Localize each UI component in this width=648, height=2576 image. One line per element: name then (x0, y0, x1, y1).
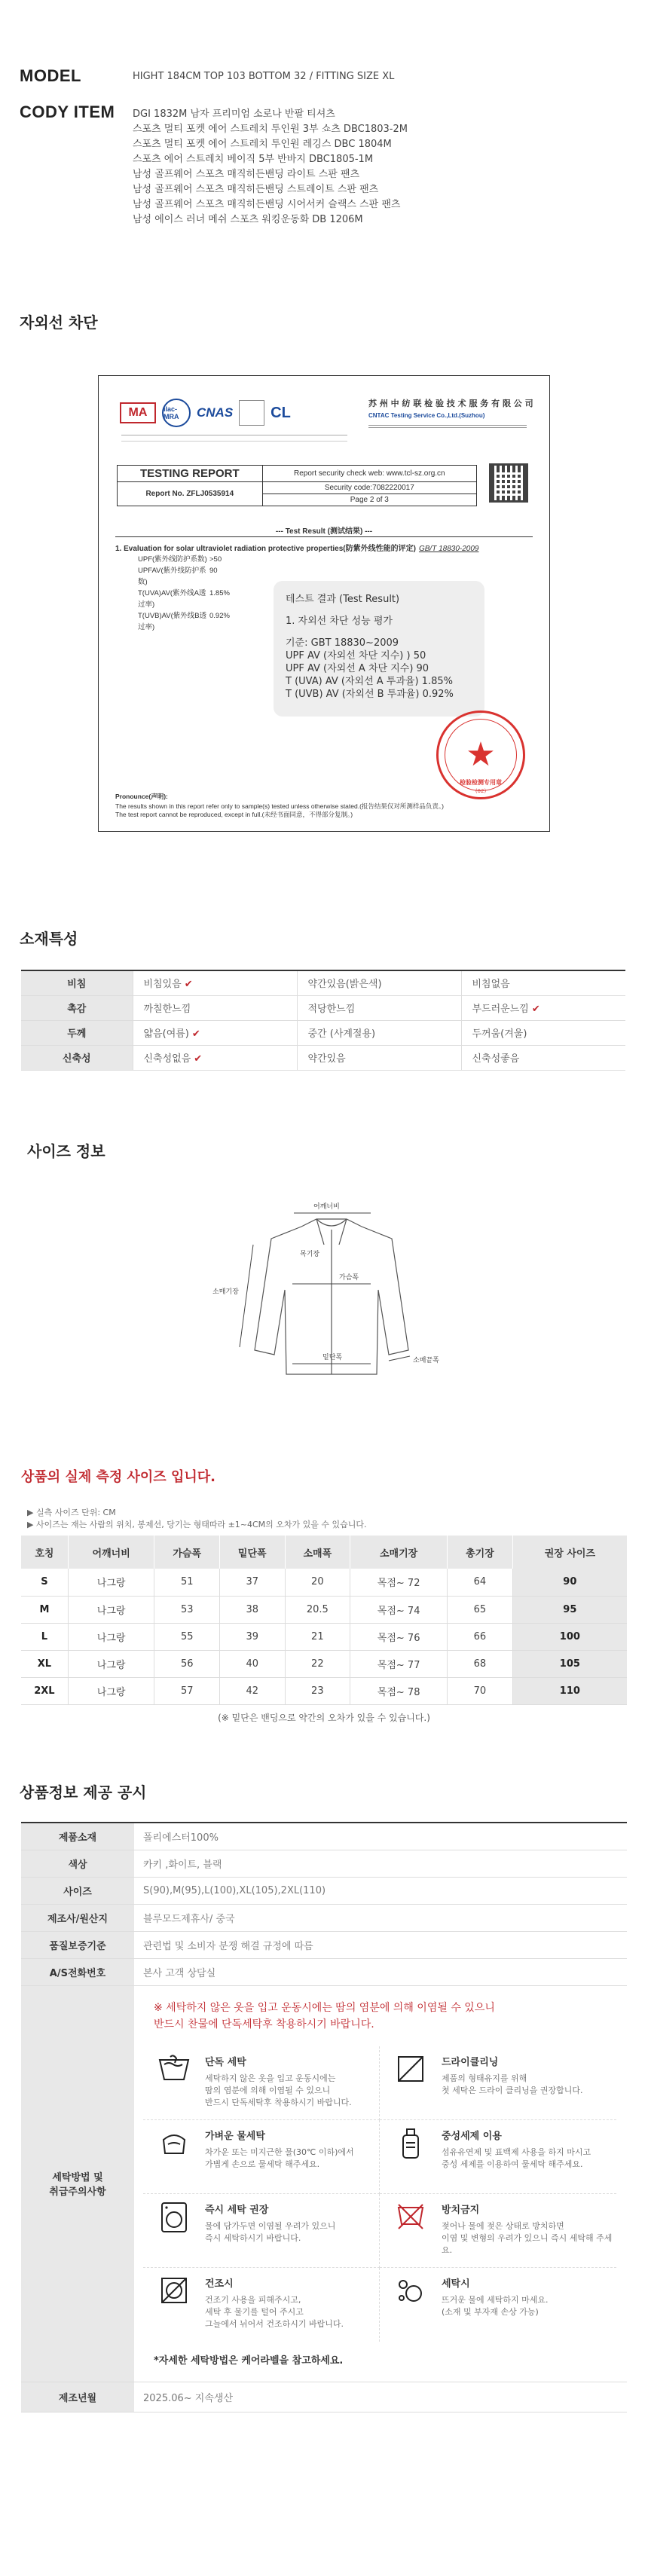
hand-wash-icon (152, 2054, 196, 2098)
size-cell: 22 (285, 1650, 350, 1677)
care-item-line: 세탁하지 않은 옷을 입고 운동시에는 (205, 2073, 336, 2083)
material-option-label: 비침없음 (472, 979, 510, 991)
cl-logo: CL (271, 404, 291, 421)
size-cell: 39 (220, 1623, 286, 1650)
size-cell: 68 (448, 1650, 513, 1677)
eval-values (138, 554, 230, 633)
care-warning-line: ※ 세탁하지 않은 옷을 입고 운동시에는 땀의 염분에 의해 이염될 수 있으니 (154, 2001, 495, 2014)
care-warning-line: 반드시 찬물에 단독세탁후 착용하시기 바랍니다. (154, 2018, 374, 2031)
lab-name (368, 397, 534, 428)
summary-line: T (UVA) AV (자외선 A 투과율) 1.85% (286, 676, 453, 687)
info-key: 품질보증기준 (21, 1931, 134, 1958)
cody-item: 남성 골프웨어 스포츠 매직히든밴딩 시어서커 슬랙스 스판 팬츠 (133, 199, 401, 210)
material-row (21, 1020, 625, 1045)
report-header-table (117, 465, 477, 506)
material-option-label: 적당한느낌 (307, 1004, 356, 1015)
size-cell: M (21, 1596, 68, 1623)
product-info-table (21, 1822, 627, 2413)
eval-value: >50 (209, 555, 222, 564)
care-item-line: (소재 및 부자재 손상 가능) (442, 2306, 539, 2317)
care-item-line: 반드시 단독세탁후 착용하시기 바랍니다. (205, 2097, 352, 2107)
seal-star-icon: ★ (466, 735, 496, 774)
cody-item: 남성 골프웨어 스포츠 매직히든밴딩 스트레이트 스판 팬츠 (133, 184, 379, 195)
size-cell: 70 (448, 1677, 513, 1704)
care-item (380, 2268, 616, 2342)
care-item-line: 즉시 세탁하시기 바랍니다. (205, 2232, 301, 2243)
korean-summary-box (274, 581, 484, 717)
unit-line: ▶ 실측 사이즈 단위: CM (27, 1508, 116, 1517)
security-web: Report security check web: www.tcl-sz.org.cn (262, 466, 476, 482)
care-item (143, 2268, 380, 2342)
cnas-logo: CNAS (197, 405, 234, 420)
made-key: 제조년월 (21, 2382, 134, 2412)
size-cell: 목점~ 78 (350, 1677, 448, 1704)
info-value: 블루모드제휴사/ 중국 (134, 1904, 627, 1931)
model-label: MODEL (20, 66, 81, 85)
care-item-title: 가벼운 물세탁 (205, 2130, 265, 2142)
care-item-line: 제품의 형태유지를 위해 (442, 2073, 527, 2083)
size-cell: 목점~ 72 (350, 1569, 448, 1596)
no-wring-icon (389, 2202, 433, 2245)
cody-item: 남성 골프웨어 스포츠 매직히든밴딩 라이트 스판 팬츠 (133, 169, 360, 180)
size-cell: 95 (512, 1596, 627, 1623)
care-item (143, 2120, 380, 2194)
size-cell: 57 (154, 1677, 220, 1704)
material-option (297, 970, 461, 995)
test-report (98, 375, 550, 832)
pronounce-title: Pronounce(声明): (115, 793, 168, 800)
size-cell: 2XL (21, 1677, 68, 1704)
care-item-desc (442, 2220, 616, 2257)
report-title: TESTING REPORT (118, 466, 263, 482)
care-row (21, 1985, 627, 2382)
wash-now-icon (152, 2202, 196, 2245)
measurement-notice: 상품의 실제 측정 사이즈 입니다. (21, 1469, 215, 1485)
size-cell: 목점~ 77 (350, 1650, 448, 1677)
material-option (461, 1020, 625, 1045)
size-cell: 64 (448, 1569, 513, 1596)
official-seal (436, 710, 525, 799)
info-row (21, 1850, 627, 1877)
care-item-line: 섬유유연제 및 표백제 사용을 하지 마시고 (442, 2147, 591, 2157)
material-key: 신축성 (21, 1045, 133, 1070)
care-grid (143, 2046, 616, 2342)
size-row (21, 1623, 627, 1650)
size-header: 호칭 (21, 1536, 68, 1569)
eval-value: 90 (209, 567, 218, 575)
size-cell: 목점~ 74 (350, 1596, 448, 1623)
seal-text: 检验检测专用章 (460, 779, 502, 786)
check-icon: ✔ (184, 979, 193, 991)
material-key: 두께 (21, 1020, 133, 1045)
size-cell: 53 (154, 1596, 220, 1623)
material-option-label: 얇음(여름) (143, 1028, 189, 1040)
unit-note (27, 1507, 367, 1531)
size-cell: 21 (285, 1623, 350, 1650)
pronounce (115, 792, 444, 819)
size-header: 가슴폭 (154, 1536, 220, 1569)
model-value: HIGHT 184CM TOP 103 BOTTOM 32 / FITTING SIZE XL (133, 71, 395, 82)
report-page: Page 2 of 3 (262, 494, 476, 506)
care-item-title: 세탁시 (442, 2278, 470, 2290)
material-section-title: 소재특성 (20, 930, 78, 948)
care-item-line: 젖어나 물에 젖은 상태로 방치하면 (442, 2220, 564, 2231)
care-footnote: *자세한 세탁방법은 케어라벨을 참고하세요. (154, 2354, 344, 2367)
check-icon: ✔ (531, 1004, 540, 1015)
report-number: Report No. ZFLJ0535914 (118, 482, 263, 506)
care-item-desc (205, 2294, 344, 2330)
material-option (461, 970, 625, 995)
mild-detergent-icon (152, 2128, 196, 2171)
care-item-line: 가볍게 손으로 물세탁 해주세요. (205, 2159, 320, 2169)
no-dryclean-icon (389, 2054, 433, 2098)
care-item-desc (205, 2220, 335, 2244)
summary-line: UPF AV (자외선 차단 지수) ) 50 (286, 650, 426, 662)
care-item-line: 그늘에서 뉘어서 건조하시기 바랍니다. (205, 2318, 344, 2329)
size-header: 권장 사이즈 (512, 1536, 627, 1569)
care-item-line: 건조기 사용을 피해주시고, (205, 2294, 301, 2305)
check-icon: ✔ (191, 1028, 200, 1040)
material-key: 촉감 (21, 995, 133, 1020)
model-block (20, 66, 622, 228)
info-key: 제품소재 (21, 1823, 134, 1850)
info-value: 폴리에스터100% (134, 1823, 627, 1850)
dryer-icon (152, 2275, 196, 2319)
diagram-chest: 가슴폭 (339, 1274, 359, 1282)
care-item-desc (442, 2073, 583, 2097)
info-row (21, 1877, 627, 1904)
material-option (297, 995, 461, 1020)
care-item-line: 차가운 또는 미지근한 물(30℃ 이하)에서 (205, 2147, 354, 2157)
material-option (297, 1045, 461, 1070)
size-cell: 나그랑 (68, 1623, 154, 1650)
check-icon: ✔ (194, 1053, 203, 1065)
security-code: Security code:7082220017 (262, 482, 476, 494)
cert-badge-icon (239, 400, 264, 426)
care-warning (143, 2000, 616, 2033)
info-value: 관련법 및 소비자 분쟁 해결 규정에 따름 (134, 1931, 627, 1958)
care-item-line: 물에 담가두면 이염될 우려가 있으니 (205, 2220, 336, 2231)
size-cell: 66 (448, 1623, 513, 1650)
eval-key: T(UVB)AV(紫外线B透过率) (138, 612, 207, 631)
cody-item: 스포츠 멀티 포켓 에어 스트레치 투인원 레깅스 DBC 1804M (133, 139, 392, 150)
material-option (133, 970, 297, 995)
bubble-icon (389, 2275, 433, 2319)
size-cell: XL (21, 1650, 68, 1677)
size-header: 소매폭 (285, 1536, 350, 1569)
care-item-title: 단독 세탁 (205, 2056, 246, 2068)
cody-label: CODY ITEM (20, 102, 115, 121)
unit-line: ▶ 사이즈는 재는 사람의 위치, 봉제선, 당기는 형태따라 ±1~4CM의 오차가 있을 수 있습니다. (27, 1520, 367, 1529)
material-option (461, 995, 625, 1020)
material-option (133, 1020, 297, 1045)
size-header: 어깨너비 (68, 1536, 154, 1569)
material-option-label: 약간있음 (307, 1053, 346, 1065)
info-row (21, 1958, 627, 1985)
eval-value: 1.85% (209, 589, 230, 597)
size-cell: 65 (448, 1596, 513, 1623)
eval-standard: GB/T 18830-2009 (418, 545, 479, 553)
test-result-title: --- Test Result (测试结果) --- (275, 527, 373, 536)
care-item (380, 2046, 616, 2120)
care-item (143, 2194, 380, 2268)
material-option-label: 부드러운느낌 (472, 1004, 529, 1015)
summary-line: 1. 자외선 차단 성능 평가 (286, 616, 393, 627)
size-cell: 23 (285, 1677, 350, 1704)
summary-line: T (UVB) AV (자외선 B 투과율) 0.92% (286, 689, 454, 700)
eval-title (115, 542, 478, 553)
size-footnote: (※ 밑단은 밴딩으로 약간의 오차가 있을 수 있습니다.) (218, 1713, 430, 1723)
info-key: 제조사/원산지 (21, 1904, 134, 1931)
care-item-line: 중성 세제를 이용하여 물세탁 해주세요. (442, 2159, 583, 2169)
size-cell: 40 (220, 1650, 286, 1677)
ma-logo: MA (120, 402, 156, 423)
size-cell: 37 (220, 1569, 286, 1596)
info-row (21, 1904, 627, 1931)
info-value: S(90),M(95),L(100),XL(105),2XL(110) (134, 1877, 627, 1904)
size-header: 소매기장 (350, 1536, 448, 1569)
care-item-desc (442, 2294, 549, 2318)
size-cell: 목점~ 76 (350, 1623, 448, 1650)
lab-name-en: CNTAC Testing Service Co.,Ltd.(Suzhou) (368, 412, 485, 419)
care-item-desc (205, 2147, 354, 2171)
size-section-title: 사이즈 정보 (27, 1142, 105, 1160)
size-header: 총기장 (448, 1536, 513, 1569)
size-cell: 20 (285, 1569, 350, 1596)
cert-logos (120, 399, 291, 427)
care-key: 세탁방법 및 취급주의사항 (21, 1985, 134, 2382)
info-row (21, 1931, 627, 1958)
care-item-title: 즉시 세탁 권장 (205, 2204, 269, 2216)
care-item-desc (205, 2073, 352, 2109)
size-header: 밑단폭 (220, 1536, 286, 1569)
care-item-line: 땀의 염분에 의해 이염될 수 있으니 (205, 2085, 331, 2095)
size-cell: 나그랑 (68, 1569, 154, 1596)
size-cell: 56 (154, 1650, 220, 1677)
care-item-title: 방치금지 (442, 2204, 480, 2216)
info-row (21, 1823, 627, 1850)
lab-name-cn: 苏 州 中 纺 联 检 验 技 术 服 务 有 限 公 司 (368, 399, 533, 408)
material-row (21, 1045, 625, 1070)
material-option-label: 약간있음(밝은색) (307, 979, 382, 991)
size-row (21, 1650, 627, 1677)
cody-item: 남성 에이스 러너 메쉬 스포츠 워킹운동화 DB 1206M (133, 214, 363, 225)
info-row (21, 2382, 627, 2412)
cody-item: 스포츠 멀티 포켓 에어 스트레치 투인원 3부 쇼츠 DBC1803-2M (133, 124, 408, 135)
eval-key: UPFAV(紫外线防护系数) (138, 567, 206, 586)
info-value: 카키 ,화이트, 블랙 (134, 1850, 627, 1877)
summary-line: 테스트 결과 (Test Result) (286, 594, 400, 605)
material-table (21, 970, 625, 1071)
care-item-title: 중성세제 이용 (442, 2130, 502, 2142)
size-cell: L (21, 1623, 68, 1650)
summary-line: UPF AV (자외선 A 차단 지수) 90 (286, 663, 429, 674)
care-item-title: 드라이클리닝 (442, 2056, 499, 2068)
size-cell: 100 (512, 1623, 627, 1650)
material-option-label: 중간 (사계절용) (307, 1028, 376, 1040)
diagram-neck: 목기장 (300, 1251, 320, 1258)
qr-code-icon (489, 463, 528, 503)
care-item-line: 뜨거운 물에 세탁하지 마세요. (442, 2294, 549, 2305)
info-key: A/S전화번호 (21, 1958, 134, 1985)
pronounce-line: The results shown in this report refer only to sample(s) tested unless otherwise stated.(报告结果仅对所测样品负责。) (115, 802, 445, 810)
material-key: 비침 (21, 970, 133, 995)
size-row (21, 1596, 627, 1623)
care-item-line: 이염 및 변형의 우려가 있으니 즉시 세탁해 주세요. (442, 2232, 613, 2255)
material-option-label: 두꺼움(겨울) (472, 1028, 527, 1040)
care-item (143, 2046, 380, 2120)
size-cell: 38 (220, 1596, 286, 1623)
size-cell: 42 (220, 1677, 286, 1704)
material-option (133, 995, 297, 1020)
care-item-title: 건조시 (205, 2278, 234, 2290)
material-option (133, 1045, 297, 1070)
size-cell: S (21, 1569, 68, 1596)
eval-title-text: 1. Evaluation for solar ultraviolet radiation protective properties(防紫外线性能的评定) (115, 545, 416, 553)
eval-value: 0.92% (209, 612, 230, 620)
size-cell: 나그랑 (68, 1596, 154, 1623)
garment-diagram (211, 1199, 452, 1418)
uv-section-title: 자외선 차단 (20, 313, 98, 332)
size-cell: 나그랑 (68, 1650, 154, 1677)
size-cell: 20.5 (285, 1596, 350, 1623)
info-value: 본사 고객 상담실 (134, 1958, 627, 1985)
care-item-desc (442, 2147, 591, 2171)
cody-items (133, 102, 408, 228)
material-option-label: 까칠한느낌 (143, 1004, 191, 1015)
size-table (21, 1536, 627, 1705)
care-item (380, 2194, 616, 2268)
seal-number: (02) (475, 788, 487, 794)
eval-key: T(UVA)AV(紫外线A透过率) (138, 589, 206, 609)
cody-item: 스포츠 에어 스트레치 베이직 5부 반바지 DBC1805-1M (133, 154, 374, 165)
cody-item: DGI 1832M 남자 프리미엄 소로나 반팔 티셔츠 (133, 108, 335, 120)
size-cell: 90 (512, 1569, 627, 1596)
diagram-total: 소매기장 (212, 1288, 239, 1296)
size-cell: 105 (512, 1650, 627, 1677)
pronounce-line: The test report cannot be reproduced, except in full.(未经书面同意，不得部分复制。) (115, 811, 353, 818)
care-content (134, 1985, 627, 2382)
made-value: 2025.06~ 지속생산 (134, 2382, 627, 2412)
material-option-label: 비침있음 (143, 979, 182, 991)
size-cell: 51 (154, 1569, 220, 1596)
material-row (21, 995, 625, 1020)
info-key: 사이즈 (21, 1877, 134, 1904)
ilac-logo: ilac-MRA (162, 399, 191, 427)
product-info-title: 상품정보 제공 공시 (20, 1783, 147, 1801)
size-row (21, 1569, 627, 1596)
summary-line: 기준: GBT 18830~2009 (286, 637, 399, 649)
material-option (297, 1020, 461, 1045)
material-option-label: 신축성좋음 (472, 1053, 520, 1065)
eval-key: UPF(紫外线防护系数) (138, 555, 207, 564)
care-item (380, 2120, 616, 2194)
size-cell: 55 (154, 1623, 220, 1650)
info-key: 색상 (21, 1850, 134, 1877)
diagram-cuff: 소매끝폭 (413, 1357, 439, 1364)
size-cell: 나그랑 (68, 1677, 154, 1704)
material-row (21, 970, 625, 995)
size-cell: 110 (512, 1677, 627, 1704)
care-item-line: 첫 세탁은 드라이 클리닝을 권장합니다. (442, 2085, 583, 2095)
diagram-hem: 밑단폭 (322, 1354, 343, 1361)
material-option-label: 신축성없음 (143, 1053, 191, 1065)
material-option (461, 1045, 625, 1070)
care-item-line: 세탁 후 물기를 털어 주시고 (205, 2306, 304, 2317)
size-row (21, 1677, 627, 1704)
diagram-shoulder: 어깨너비 (313, 1203, 340, 1211)
neutral-detergent-icon (389, 2128, 433, 2171)
